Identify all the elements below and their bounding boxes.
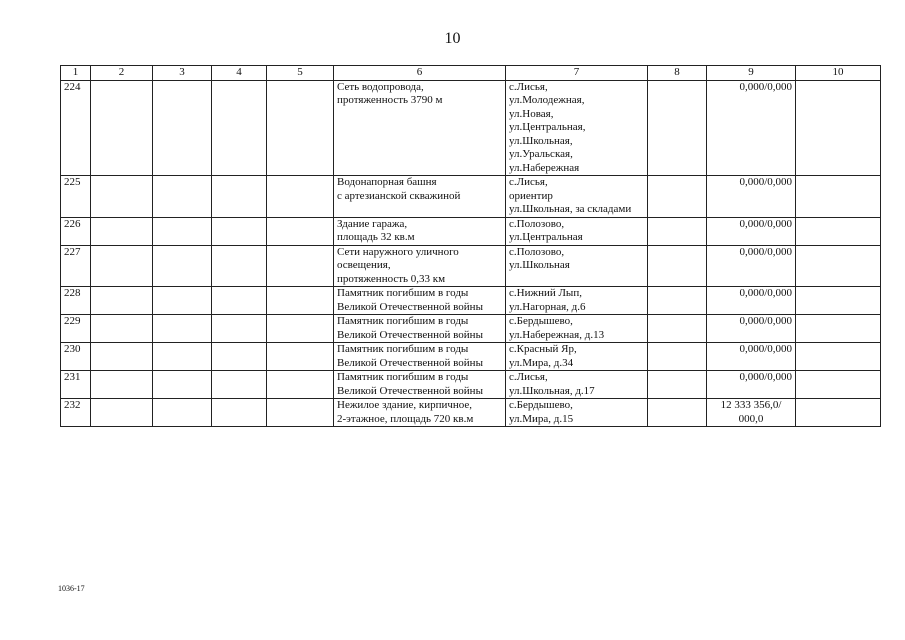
name-line: Нежилое здание, кирпичное, [337,399,473,411]
col-header: 3 [153,66,212,81]
empty-cell [648,343,707,371]
empty-cell [267,80,334,176]
row-number-cell: 230 [61,343,91,371]
row-number-cell: 227 [61,245,91,287]
name-line: Водонапорная башня [337,176,437,188]
address-line: ул.Мира, д.15 [509,412,574,425]
page-number: 10 [444,30,461,47]
object-name-cell [334,315,506,343]
address-line: ул.Мира, д.34 [509,356,574,369]
value-line: 0,000/0,000 [739,176,792,188]
row-number-cell: 224 [61,80,91,176]
empty-cell [267,287,334,315]
table-row [61,217,881,245]
address-line: ул.Школьная [509,259,570,271]
empty-cell [91,371,153,399]
value-line: 000,0 [738,412,764,425]
empty-cell [267,315,334,343]
address-cell [506,245,648,287]
value-line: 0,000/0,000 [739,343,792,355]
value-line: 0,000/0,000 [739,371,792,383]
table-row [61,371,881,399]
header-row [61,66,881,81]
address-cell [506,287,648,315]
empty-cell [267,176,334,218]
value-cell [707,315,796,343]
property-registry-table [60,65,881,427]
value-line: 0,000/0,000 [739,287,792,299]
empty-cell [796,315,881,343]
empty-cell [796,371,881,399]
empty-cell [153,315,212,343]
name-line: протяженность 0,33 км [337,272,446,285]
empty-cell [153,371,212,399]
value-line: 0,000/0,000 [739,80,792,93]
empty-cell [648,245,707,287]
col-header: 1 [61,66,91,81]
address-line: ул.Центральная, [509,121,586,133]
address-line: с.Лисья, [509,371,548,383]
col-header: 9 [707,66,796,81]
name-line: освещения, [337,259,391,271]
value-cell [707,371,796,399]
address-line: ул.Набережная, д.13 [509,328,605,341]
empty-cell [212,371,267,399]
name-line: Великой Отечественной войны [337,384,483,397]
col-header: 8 [648,66,707,81]
object-name-cell [334,343,506,371]
empty-cell [267,399,334,427]
empty-cell [212,343,267,371]
empty-cell [91,217,153,245]
value-cell [707,80,796,176]
table-row [61,399,881,427]
row-number-cell: 229 [61,315,91,343]
address-cell [506,343,648,371]
empty-cell [153,80,212,176]
empty-cell [153,217,212,245]
empty-cell [796,343,881,371]
table-row [61,315,881,343]
address-line: ул.Школьная, за складами [509,203,632,215]
table-row [61,245,881,287]
value-cell [707,245,796,287]
empty-cell [648,315,707,343]
empty-cell [212,176,267,218]
object-name-cell [334,371,506,399]
address-cell [506,315,648,343]
address-line: ул.Центральная [509,231,583,243]
address-line: ул.Школьная, д.17 [509,384,595,397]
name-line: Сети наружного уличного [337,245,459,258]
table-row [61,343,881,371]
row-number-cell: 228 [61,287,91,315]
empty-cell [212,245,267,287]
value-cell [707,217,796,245]
name-line: 2-этажное, площадь 720 кв.м [337,412,474,425]
empty-cell [212,399,267,427]
empty-cell [91,315,153,343]
empty-cell [796,80,881,176]
empty-cell [796,287,881,315]
name-line: Памятник погибшим в годы [337,315,469,327]
value-cell [707,176,796,218]
object-name-cell [334,176,506,218]
col-header: 2 [91,66,153,81]
row-number-cell: 225 [61,176,91,218]
empty-cell [267,371,334,399]
empty-cell [91,245,153,287]
empty-cell [153,176,212,218]
name-line: протяженность 3790 м [337,94,443,106]
address-line: с.Нижний Лып, [509,287,582,299]
address-line: ул.Набережная [509,161,580,174]
col-header: 6 [334,66,506,81]
address-line: с.Бердышево, [509,315,573,327]
object-name-cell [334,245,506,287]
empty-cell [267,245,334,287]
object-name-cell [334,399,506,427]
col-header: 4 [212,66,267,81]
col-header: 5 [267,66,334,81]
name-line: Памятник погибшим в годы [337,287,469,299]
table-row [61,80,881,176]
col-header: 7 [506,66,648,81]
table-row [61,176,881,218]
name-line: площадь 32 кв.м [337,231,415,243]
empty-cell [91,176,153,218]
empty-cell [648,371,707,399]
row-number-cell: 232 [61,399,91,427]
col-header: 10 [796,66,881,81]
address-cell [506,217,648,245]
footer-code: 1036-17 [58,584,85,593]
table-row [61,287,881,315]
empty-cell [153,287,212,315]
address-line: с.Полозово, [509,217,565,230]
address-line: ул.Новая, [509,107,554,120]
empty-cell [153,343,212,371]
empty-cell [796,245,881,287]
object-name-cell [334,217,506,245]
empty-cell [212,287,267,315]
empty-cell [91,287,153,315]
name-line: Великой Отечественной войны [337,328,483,341]
address-line: с.Лисья, [509,176,548,188]
empty-cell [153,399,212,427]
name-line: Памятник погибшим в годы [337,343,469,355]
empty-cell [212,80,267,176]
name-line: Здание гаража, [337,217,408,230]
row-number-cell: 231 [61,371,91,399]
value-line: 0,000/0,000 [739,315,792,327]
address-cell [506,399,648,427]
row-number-cell: 226 [61,217,91,245]
name-line: Памятник погибшим в годы [337,371,469,383]
empty-cell [796,176,881,218]
empty-cell [796,399,881,427]
name-line: Сеть водопровода, [337,80,424,93]
address-line: ул.Уральская, [509,148,573,160]
empty-cell [267,343,334,371]
name-line: Великой Отечественной войны [337,300,483,313]
address-line: ул.Школьная, [509,134,573,147]
empty-cell [212,217,267,245]
empty-cell [267,217,334,245]
address-cell [506,80,648,176]
address-line: с.Красный Яр, [509,343,577,355]
empty-cell [91,80,153,176]
address-line: с.Полозово, [509,245,565,258]
empty-cell [648,176,707,218]
empty-cell [153,245,212,287]
address-line: с.Бердышево, [509,399,573,411]
address-line: ориентир [509,189,553,202]
empty-cell [91,399,153,427]
value-cell [707,343,796,371]
object-name-cell [334,287,506,315]
value-cell [707,399,796,427]
address-line: ул.Молодежная, [509,94,585,106]
value-line: 0,000/0,000 [739,245,792,258]
address-line: ул.Нагорная, д.6 [509,300,586,313]
name-line: с артезианской скважиной [337,189,461,202]
empty-cell [648,80,707,176]
empty-cell [212,315,267,343]
address-cell [506,176,648,218]
value-line: 12 333 356,0/ [720,399,782,411]
empty-cell [648,287,707,315]
empty-cell [796,217,881,245]
address-line: с.Лисья, [509,80,548,93]
value-cell [707,287,796,315]
address-cell [506,371,648,399]
empty-cell [648,399,707,427]
value-line: 0,000/0,000 [739,217,792,230]
empty-cell [648,217,707,245]
empty-cell [91,343,153,371]
object-name-cell [334,80,506,176]
name-line: Великой Отечественной войны [337,356,483,369]
